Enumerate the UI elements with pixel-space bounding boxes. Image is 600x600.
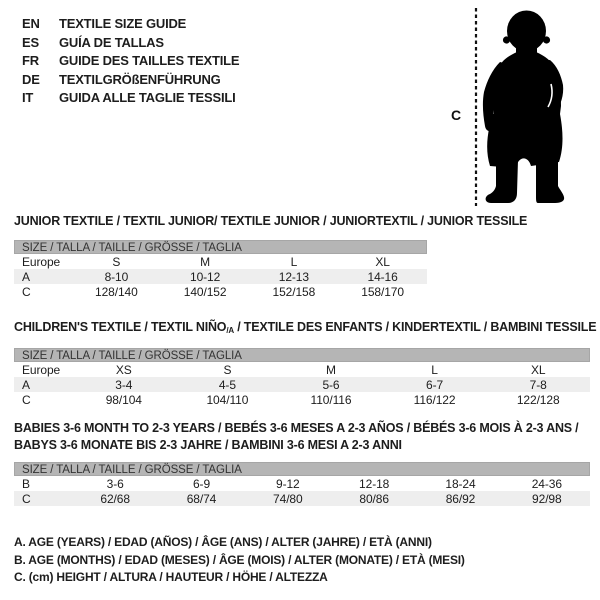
size-cell: S [112,254,121,269]
title-subscript: /A [226,326,234,335]
size-cell: L [431,362,438,377]
size-cell: 80/86 [359,491,389,506]
size-cell: 3-4 [115,377,133,392]
language-header [22,15,239,108]
size-cell: M [200,254,211,269]
table-row-europe [14,254,427,269]
size-cell: XS [115,362,132,377]
note-age-years: A. AGE (YEARS) / EDAD (AÑOS) / ÂGE (ANS) / ALTER (JAHRE) / ETÀ (ANNI) [14,535,432,549]
babies-table-title [14,420,590,454]
size-cell: 12-18 [359,476,390,491]
row-label: A [22,377,30,392]
language-title: TEXTILGRÖßENFÜHRUNG [59,71,221,87]
table-row-height [14,491,590,506]
size-cell: 86/92 [445,491,476,506]
size-cell: 6-9 [192,476,211,491]
babies-textile-section [14,420,590,506]
row-label: C [22,284,31,299]
size-cell: 128/140 [95,284,138,299]
table-row-height [14,392,590,407]
language-row-it [22,89,239,108]
size-cell: 140/152 [183,284,227,299]
title-text: CHILDREN'S TEXTILE / TEXTIL NIÑO [14,320,227,334]
language-title: GUIDA ALLE TAGLIE TESSILI [59,90,236,105]
row-label: Europe [22,362,61,377]
language-row-fr [22,52,239,71]
babies-size-table [14,476,590,506]
language-code: ES [22,34,39,50]
junior-textile-section [14,214,528,299]
size-cell: 62/68 [100,491,130,506]
size-cell: 7-8 [529,377,547,392]
language-title: GUÍA DE TALLAS [59,34,164,50]
size-cell: 14-16 [367,269,398,284]
junior-size-table [14,254,427,299]
language-row-de [22,71,239,90]
row-label: C [22,392,31,407]
table-row-europe [14,362,590,377]
size-cell: 5-6 [322,377,340,392]
size-cell: 158/170 [361,284,404,299]
table-row-height [14,284,427,299]
size-cell: 24-36 [531,476,562,491]
size-header-bar: SIZE / TALLA / TAILLE / GRÖSSE / TAGLIA [14,348,590,362]
table-row-age [14,377,590,392]
size-cell: 18-24 [445,476,476,491]
row-label: A [22,269,30,284]
size-cell: 12-13 [278,269,309,284]
size-cell: XL [530,362,546,377]
baby-silhouette-icon [483,11,564,204]
baby-height-figure [440,0,600,220]
size-cell: 110/116 [310,392,352,407]
size-cell: 9-12 [276,476,300,491]
babies-title-line2: BABYS 3-6 MONATE BIS 2-3 JAHRE / BAMBINI 3-6 MESI A 2-3 ANNI [14,438,402,452]
size-cell: 122/128 [516,392,560,407]
size-header-bar: SIZE / TALLA / TAILLE / GRÖSSE / TAGLIA [14,462,590,476]
size-cell: 116/122 [413,392,456,407]
size-cell: 92/98 [532,491,562,506]
language-row-es [22,34,239,53]
junior-table-title: JUNIOR TEXTILE / TEXTIL JUNIOR/ TEXTILE JUNIOR / JUNIORTEXTIL / JUNIOR TESSILE [14,214,528,228]
row-label: Europe [22,254,61,269]
size-cell: 98/104 [105,392,142,407]
row-label: B [22,476,30,491]
childrens-table-title [14,320,597,337]
title-text: / TEXTILE DES ENFANTS / KINDERTEXTIL / BAMBINI TESSILE [233,320,597,334]
babies-title-line1: BABIES 3-6 MONTH TO 2-3 YEARS / BEBÉS 3-6 MESES A 2-3 AÑOS / BÉBÉS 3-6 MOIS À 2-3 ANS / [14,421,579,435]
table-row-age-months [14,476,590,491]
childrens-size-table [14,362,590,407]
size-header-bar: SIZE / TALLA / TAILLE / GRÖSSE / TAGLIA [14,240,427,254]
size-cell: 68/74 [186,491,217,506]
size-cell: 8-10 [104,269,129,284]
size-cell: M [326,362,336,377]
size-cell: L [290,254,298,269]
language-row-en [22,15,239,34]
language-title: GUIDE DES TAILLES TEXTILE [59,53,240,68]
size-cell: 104/110 [206,392,249,407]
table-row-age [14,269,427,284]
size-cell: 152/158 [272,284,316,299]
language-code: IT [22,90,34,105]
size-cell: S [223,362,232,377]
language-code: EN [22,16,40,31]
language-code: FR [22,53,39,68]
size-cell: 6-7 [426,377,444,392]
row-label: C [22,491,31,506]
size-cell: 74/80 [273,491,303,506]
legend-notes [14,534,465,587]
height-label: C [451,107,462,123]
language-code: DE [22,71,40,87]
size-cell: XL [375,254,390,269]
note-age-months: B. AGE (MONTHS) / EDAD (MESES) / ÂGE (MOIS) / ALTER (MONATE) / ETÀ (MESI) [14,552,465,567]
size-cell: 3-6 [106,476,124,491]
childrens-textile-section [14,320,597,407]
language-title: TEXTILE SIZE GUIDE [59,16,187,31]
size-cell: 10-12 [190,269,221,284]
size-cell: 4-5 [218,377,236,392]
note-height-cm: C. (cm) HEIGHT / ALTURA / HAUTEUR / HÖHE / ALTEZZA [14,570,328,584]
